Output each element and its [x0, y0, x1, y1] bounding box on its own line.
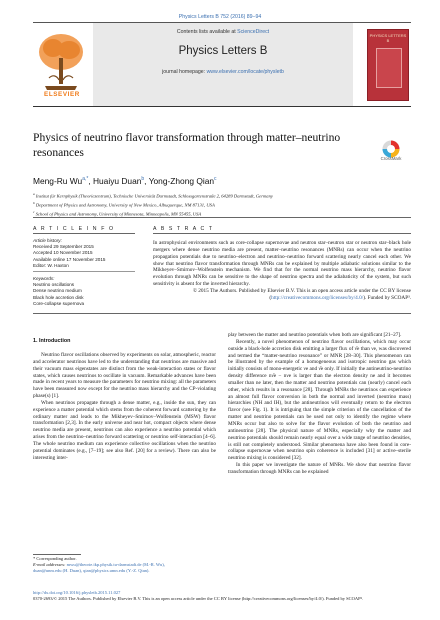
footnotes: [33, 556, 223, 574]
license-link[interactable]: http://creativecommons.org/licenses/by/4.0/: [271, 294, 364, 301]
citation-line[interactable]: Physics Letters B 752 (2016) 89–94: [178, 14, 262, 20]
keyword-item: Black hole accretion disk: [33, 294, 84, 300]
journal-homepage-link[interactable]: www.elsevier.com/locate/physletb: [206, 69, 284, 75]
journal-cover-image: [367, 29, 409, 101]
email-link[interactable]: duan@unm.edu (H. Duan), qian@physics.umn.edu (Y.-Z. Qian).: [33, 567, 150, 573]
author-list: Meng-Ru $Wu^{a,*}$, Huaiyu Duan$^b$, Yong-Zhong Qian$^c$: [33, 176, 217, 186]
email-line: E-mail addresses: mwu@theorie.ikp.physik.tu-darmstadt.de (M.-R. Wu),: [33, 561, 165, 567]
abstract-body: [153, 240, 411, 302]
intro-left-column: [33, 352, 216, 462]
paragraph: In this paper we investigate the nature of MNRs. We show that neutrino flavor transformation through MNRs can be explained: [228, 462, 411, 475]
elsevier-tree-logo-icon: [35, 28, 87, 92]
author-affiliation-mark: c: [214, 176, 217, 183]
paragraph: Recently, a novel phenomenon of neutrino flavor oscillations, which may occur outside a black-hole accretion disk emitting a larger flux of ν̄e than νe, was discovered and termed the “matter-neutrino resonance” or MNR [28–30]. This phenomenon can be illustrated by the example of a homogeneous and isotropic neutrino gas which initially consists of mono-energetic νe and ν̄e only. If initially the antineutrino-neutrino density difference nν̄e − nνe is larger than the electron density ne and it becomes smaller than ne later, then the matter and neutrino potentials can (nearly) cancel each other, which results in a resonance [28]. Through MNRs the neutrinos can experience an almost full flavor conversion in both the normal and inverted (neutrino mass) hierarchies (NH and IH), but the antineutrinos will eventually return to the electron flavor (see Fig. 1). It is intriguing that the simple criterion of the cancellation of the matter and neutrino potentials can be used not only to identify the regime where MNRs occur but also to solve for the flavor evolution of both the neutrino and antineutrino [28]. The physical nature of MNRs, especially why the matter and neutrino potentials should remain nearly equal over a wide range of neutrino densities, is still not completely understood. Similar phenomena have also been found in core-collapse supernovae when neutrino spin coherence is included [31] or active–sterile neutrino mixing is considered [32].: [228, 338, 411, 462]
journal-header-center: [93, 23, 353, 106]
affiliation-item: $^a$ Institut für Kernphysik (Theoriezentrum), Technische Universität Darmstadt, Schlossgartenstraße 2, 64289 Darmstadt, Germany: [33, 192, 273, 199]
author-name[interactable]: Yong-Zhong Qian: [148, 176, 215, 186]
keyword-item: Dense neutrino medium: [33, 288, 82, 294]
divider: [33, 233, 135, 234]
keywords: [33, 276, 143, 307]
abstract-copyright: © 2015 The Authors. Published by Elsevier B.V. This is an open access article under the CC BY license (http://creativecommons.org/licenses/by/4.0/). Funded by SCOAP³.: [193, 287, 411, 301]
article-history-heading: Article history:: [33, 238, 62, 243]
history-item: Editor: W. Haxton: [33, 262, 69, 268]
cover-title: PHYSICS LETTERS B: [369, 33, 407, 43]
author-affiliation-mark: a,*: [82, 176, 89, 183]
history-item: Accepted 10 November 2015: [33, 250, 93, 256]
crossmark-label: CrossMark: [380, 156, 402, 161]
author-name[interactable]: Huaiyu Duan: [92, 176, 142, 186]
divider: [33, 217, 411, 218]
doi-block: [33, 590, 411, 602]
author-name[interactable]: Meng-Ru Wu: [33, 176, 83, 186]
divider: [33, 271, 135, 272]
license-line: 0370-2693/© 2015 The Authors. Published by Elsevier B.V. This is an open access article under the CC BY license (http://creativecommons.org/licenses/by/4.0/). Funded by SCOAP³.: [33, 595, 364, 601]
affiliation-list: [33, 191, 403, 217]
paragraph: play between the matter and neutrino potentials when both are significant [21–27].: [228, 332, 402, 338]
elsevier-wordmark: ELSEVIER: [44, 91, 80, 98]
intro-right-column: [228, 332, 411, 476]
abstract-text: In astrophysical environments such as core-collapse supernovae and neutron star–neutron star or neutron star–black hole mergers where dense neutrino media are present, matter–neutrino resonances (MNRs) can occur when the neutrino propagation potentials due to neutrino–electron and neutrino–neutrino forward scattering nearly cancel each other. We show that neutrino flavor transformation through MNRs can be explained by multiple adiabatic solutions similar to the Mikheyev–Smirnov–Wolfenstein mechanism. We find that for the normal neutrino mass hierarchy, neutrino flavor evolution through MNRs can be sensitive to the shape of neutrino spectra and the adiabaticity of the system, but such sensitivity is absent for the inverted hierarchy.: [153, 240, 411, 288]
journal-title: Physics Letters B: [178, 45, 268, 57]
section-heading: 1. Introduction: [33, 338, 71, 344]
cover-panel: [376, 48, 402, 88]
affiliation-item: $^c$ School of Physics and Astronomy, University of Minnesota, Minneapolis, MN 55455, USA: [33, 209, 202, 217]
contents-line: [93, 29, 353, 35]
divider: [33, 313, 411, 314]
doi-link[interactable]: http://dx.doi.org/10.1016/j.physletb.2015.11.027: [33, 590, 121, 595]
paragraph: When neutrinos propagate through a dense matter, e.g., inside the sun, they can experience a matter potential which stems from the coherent forward scattering by the ordinary matter and leads to the Mikheyev–Smirnov–Wolfenstein (MSW) flavor transformation [2,3]. In the early universe and near hot, compact objects where dense neutrino media are present, neutrinos can also experience a neutrino potential which arises from the neutrino–neutrino forward scattering or neutrino self-interaction [4–6]. The whole neutrino medium can experience collective oscillations when the neutrino potential dominates (e.g., [7–19]; see also Ref. [20] for a review). There can also be interesting inter-: [33, 399, 216, 461]
contents-prefix: Contents lists available at: [176, 29, 236, 35]
affiliation-item: $^b$ Department of Physics and Astronomy, University of New Mexico, Albuquerque, NM 87131, USA: [33, 200, 215, 208]
keyword-item: Neutrino oscillations: [33, 282, 75, 288]
article-history: [33, 238, 143, 269]
journal-homepage-line: [93, 69, 353, 75]
history-item: Available online 17 November 2015: [33, 256, 106, 262]
paragraph: Neutrino flavor oscillations observed by experiments on solar, atmospheric, reactor and accelerator neutrinos have led to the understanding that neutrinos are massive and their vacuum mass eigenstates are distinct from the weak-interaction states or flavor states, which causes neutrinos to oscillate in vacuum. Remarkable advances have been made in recent years to measure the parameters for neutrino mixing: all the parameters have been measured now except for the neutrino mass hierarchy and the CP-violating phase(s) [1].: [33, 352, 216, 400]
history-item: Received 29 September 2015: [33, 244, 94, 250]
email-link[interactable]: mwu@theorie.ikp.physik.tu-darmstadt.de (M.-R. Wu),: [66, 561, 165, 567]
journal-homepage-prefix: journal homepage:: [162, 69, 207, 75]
keywords-heading: Keywords:: [33, 276, 55, 281]
article-info-label: A R T I C L E I N F O: [33, 226, 115, 232]
abstract-label: A B S T R A C T: [153, 226, 214, 232]
journal-header: [33, 22, 411, 107]
article-title: Physics of neutrino flavor transformation through matter–neutrino resonances: [33, 131, 341, 159]
author-affiliation-mark: b: [141, 176, 145, 183]
corresponding-author-note: * Corresponding author.: [33, 556, 77, 561]
divider: [153, 233, 411, 234]
keyword-item: Core-collapse supernova: [33, 300, 85, 306]
sciencedirect-link[interactable]: ScienceDirect: [237, 29, 270, 35]
divider: [33, 554, 81, 555]
